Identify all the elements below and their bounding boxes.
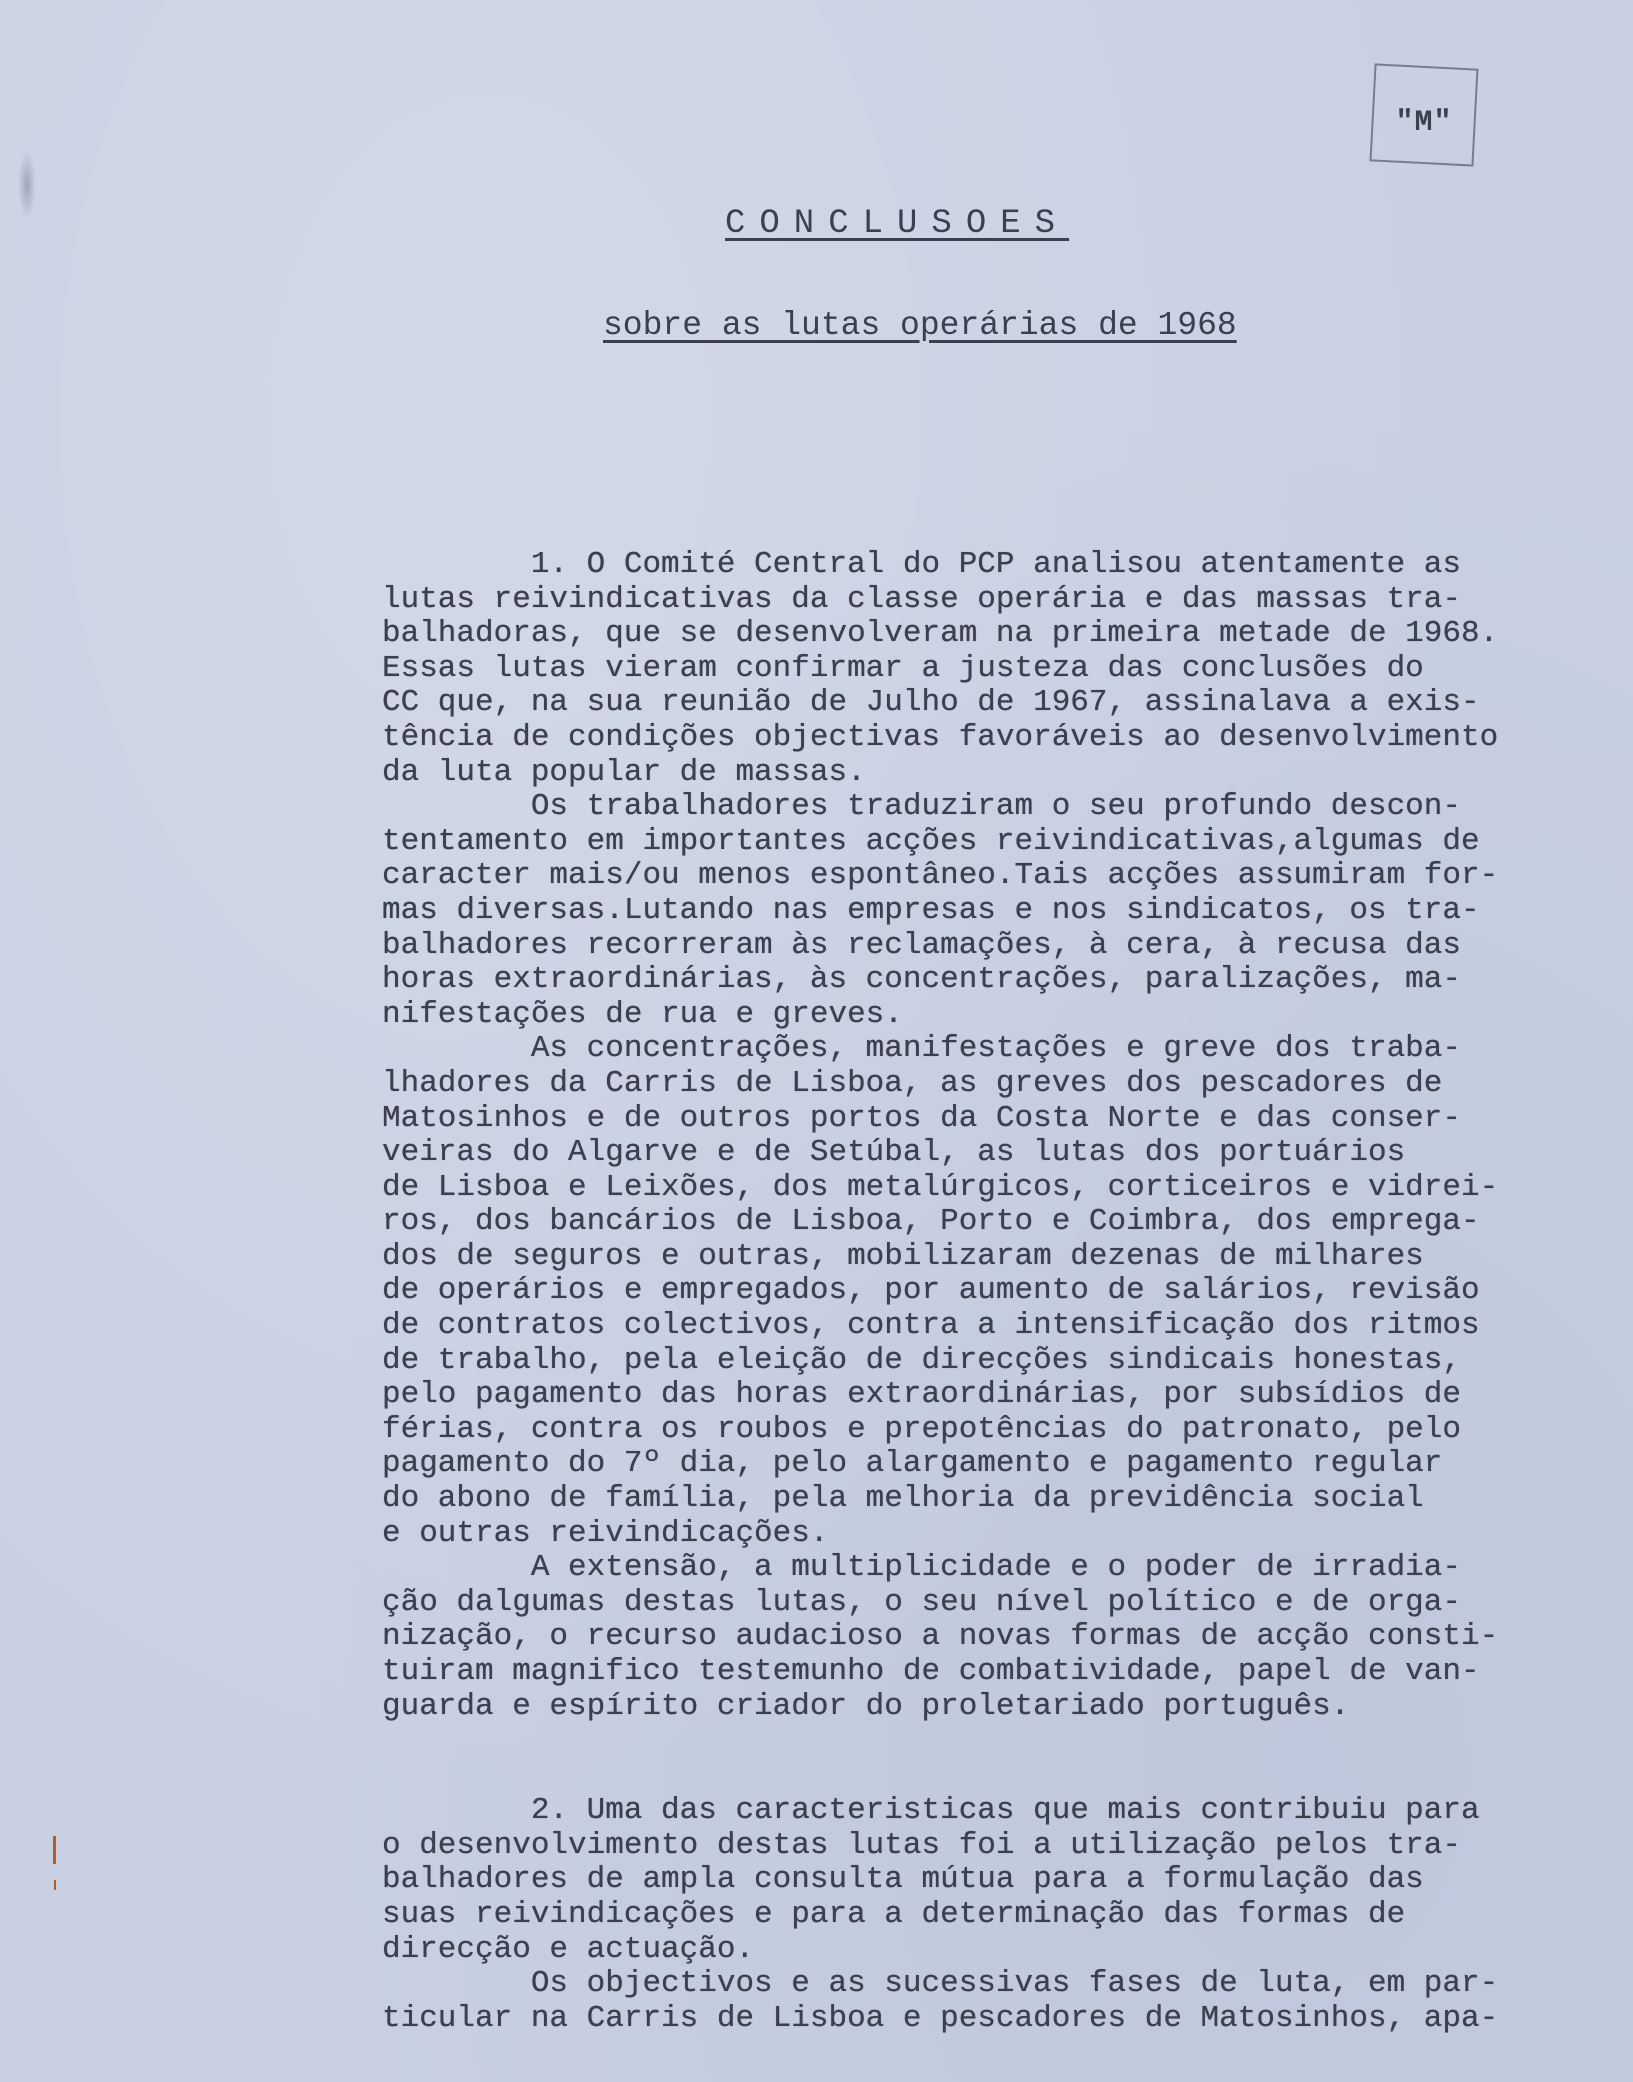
edge-mark-top	[53, 1836, 56, 1864]
text-line: do abono de família, pela melhoria da previdência social	[382, 1481, 1424, 1517]
text-line: de operários e empregados, por aumento de salários, revisão	[382, 1273, 1480, 1309]
edge-smudge	[18, 150, 36, 220]
document-title: CONCLUSOES	[725, 205, 1070, 243]
text-line: horas extraordinárias, às concentrações, paralizações, ma-	[382, 962, 1461, 998]
text-line: mas diversas.Lutando nas empresas e nos sindicatos, os tra-	[382, 892, 1480, 928]
document-body	[382, 548, 1612, 2036]
text-line: direcção e actuação.	[382, 1931, 755, 1967]
edge-mark-bottom	[54, 1880, 56, 1890]
text-line: A extensão, a multiplicidade e o poder de irradia-	[382, 1550, 1461, 1586]
text-line: CC que, na sua reunião de Julho de 1967, assinalava a exis-	[382, 685, 1480, 721]
text-line: suas reivindicações e para a determinação das formas de	[382, 1896, 1406, 1932]
text-line: tuiram magnifico testemunho de combatividade, papel de van-	[382, 1654, 1480, 1689]
text-line: nização, o recurso audacioso a novas formas de acção consti-	[382, 1619, 1499, 1655]
text-line: balhadores de ampla consulta mútua para a formulação das	[382, 1862, 1424, 1898]
text-line: ção dalgumas destas lutas, o seu nível político e de orga-	[382, 1584, 1461, 1620]
text-line: lhadores da Carris de Lisboa, as greves dos pescadores de	[382, 1065, 1443, 1101]
document-subtitle: sobre as lutas operárias de 1968	[603, 307, 1237, 344]
text-line: 1. O Comité Central do PCP analisou atentamente as	[382, 547, 1461, 582]
text-line: tentamento em importantes acções reivindicativas,algumas de	[382, 823, 1480, 859]
text-line: nifestações de rua e greves.	[382, 996, 903, 1032]
text-line: da luta popular de massas.	[382, 754, 866, 790]
text-line: Os trabalhadores traduziram o seu profundo descon-	[382, 789, 1461, 825]
stamp-label: "M"	[1395, 106, 1453, 140]
text-line: As concentrações, manifestações e greve dos traba-	[382, 1031, 1461, 1067]
text-line: caracter mais/ou menos espontâneo.Tais acções assumiram for-	[382, 858, 1499, 894]
text-line: férias, contra os roubos e prepotências do patronato, pelo	[382, 1411, 1461, 1447]
text-line: o desenvolvimento destas lutas foi a utilização pelos tra-	[382, 1827, 1461, 1863]
text-line: guarda e espírito criador do proletariado português.	[382, 1688, 1350, 1724]
text-line: ticular na Carris de Lisboa e pescadores de Matosinhos, apa-	[382, 2000, 1499, 2036]
text-line: dos de seguros e outras, mobilizaram dezenas de milhares	[382, 1238, 1424, 1274]
text-line: balhadores recorreram às reclamações, à cera, à recusa das	[382, 927, 1461, 963]
text-line: veiras do Algarve e de Setúbal, as lutas dos portuários	[382, 1135, 1406, 1171]
text-line: 2. Uma das caracteristicas que mais contribuiu para	[382, 1793, 1480, 1829]
text-line: de contratos colectivos, contra a intensificação dos ritmos	[382, 1308, 1480, 1344]
text-line: balhadoras, que se desenvolveram na primeira metade de 1968.	[382, 616, 1499, 652]
text-line: tência de condições objectivas favoráveis ao desenvolvimento	[382, 719, 1499, 755]
text-line: de Lisboa e Leixões, dos metalúrgicos, corticeiros e vidrei-	[382, 1169, 1499, 1205]
text-line: Essas lutas vieram confirmar a justeza das conclusões do	[382, 650, 1424, 686]
text-line: e outras reivindicações.	[382, 1515, 829, 1551]
text-line: de trabalho, pela eleição de direcções sindicais honestas,	[382, 1342, 1461, 1378]
text-line: lutas reivindicativas da classe operária e das massas tra-	[382, 581, 1461, 617]
text-line: Os objectivos e as sucessivas fases de luta, em par-	[382, 1966, 1499, 2002]
text-line: ros, dos bancários de Lisboa, Porto e Coimbra, dos emprega-	[382, 1204, 1480, 1240]
text-line: pelo pagamento das horas extraordinárias, por subsídios de	[382, 1377, 1461, 1413]
text-line: pagamento do 7º dia, pelo alargamento e pagamento regular	[382, 1446, 1443, 1482]
text-line: Matosinhos e de outros portos da Costa Norte e das conser-	[382, 1100, 1461, 1136]
paragraph-gap	[382, 1724, 1612, 1794]
